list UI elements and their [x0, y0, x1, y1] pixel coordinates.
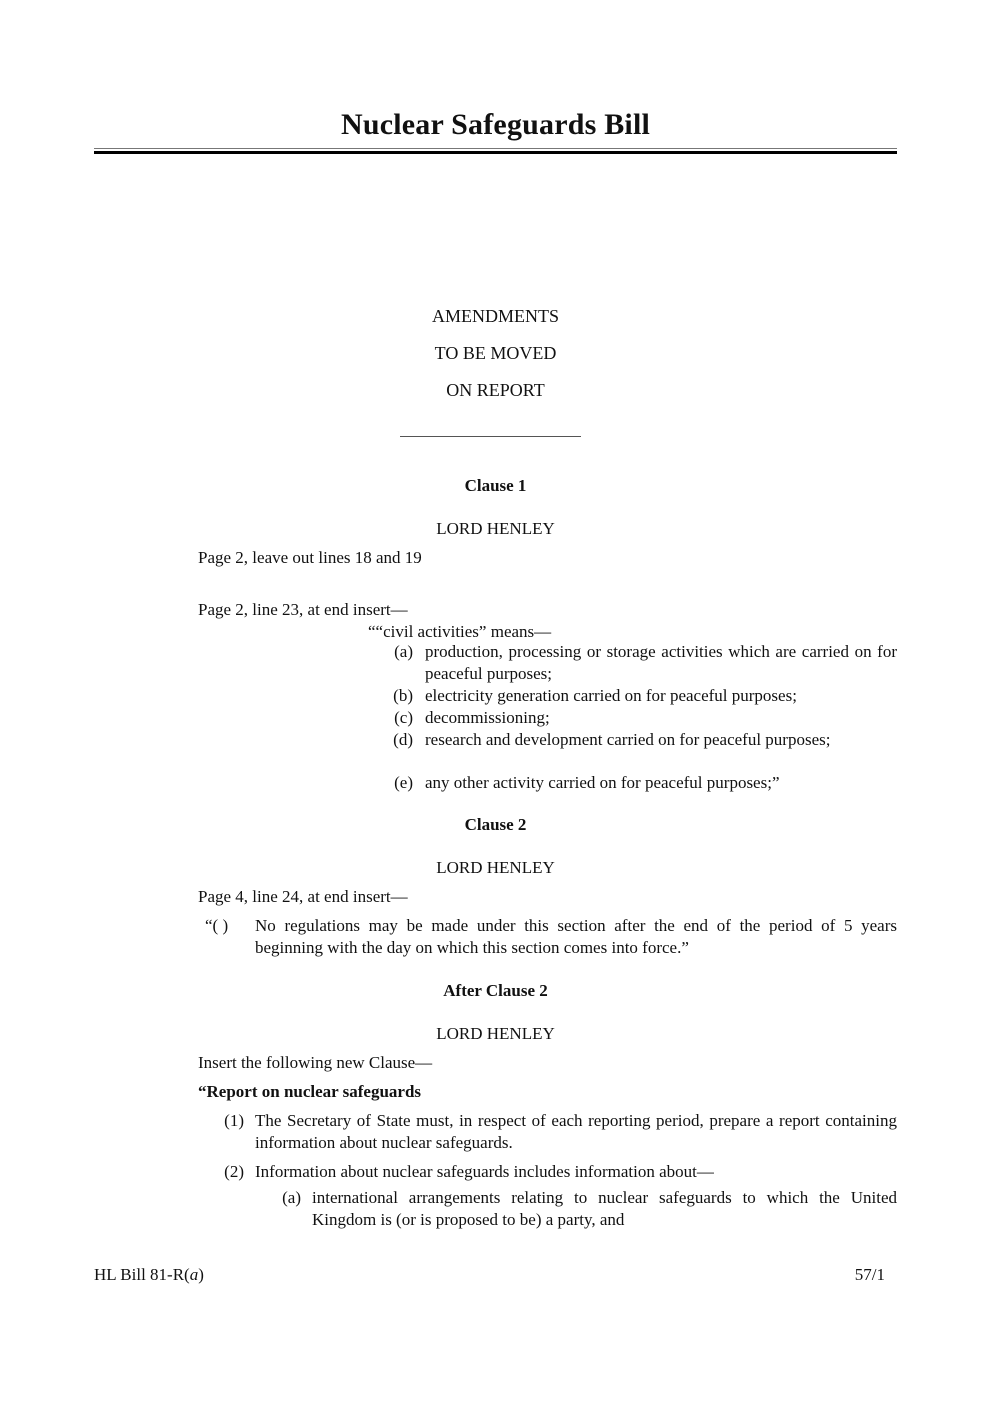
item-d-label: (d) — [393, 730, 413, 749]
item-b-label: (b) — [393, 686, 413, 705]
cover-line-on-report: ON REPORT — [446, 380, 545, 400]
title-rule-thin — [94, 148, 897, 149]
new-clause-instruction: Insert the following new Clause— — [198, 1053, 433, 1072]
bill-reference — [94, 1264, 204, 1286]
subsection-1-label: (1) — [224, 1111, 244, 1130]
clause-2-mover: LORD HENLEY — [436, 858, 555, 877]
clause-1-heading: Clause 1 — [464, 476, 527, 495]
subsection-2-text: Information about nuclear safeguards includes information about— — [255, 1162, 714, 1181]
clause-1-amendment-2: Page 2, line 23, at end insert— — [198, 600, 408, 619]
item-d-text: research and development carried on for peaceful purposes; — [425, 730, 831, 749]
clause-2-insert-text: No regulations may be made under this section after the end of the period of 5 years beginning with the day on which this section comes into force.” — [255, 916, 897, 957]
after-clause-2-mover: LORD HENLEY — [436, 1024, 555, 1043]
clause-2-amendment: Page 4, line 24, at end insert— — [198, 887, 408, 906]
title-rule-thick — [94, 151, 897, 154]
item-b-text: electricity generation carried on for peaceful purposes; — [425, 686, 797, 705]
paragraph-a-text: international arrangements relating to nuclear safeguards to which the United Kingdom is (or is proposed to be) a party, and — [312, 1188, 897, 1229]
document-title: Nuclear Safeguards Bill — [340, 108, 651, 141]
after-clause-2-heading: After Clause 2 — [443, 981, 548, 1000]
item-a-label: (a) — [394, 642, 413, 661]
clause-2-heading: Clause 2 — [464, 815, 527, 834]
subsection-1-text: The Secretary of State must, in respect of each reporting period, prepare a report containing information about nuclear safeguards. — [255, 1111, 897, 1152]
clause-1-mover: LORD HENLEY — [436, 519, 555, 538]
item-c-label: (c) — [394, 708, 413, 727]
item-a-text: production, processing or storage activities which are carried on for peaceful purposes; — [425, 642, 897, 683]
cover-line-to-be-moved: TO BE MOVED — [434, 343, 557, 363]
page-reference: 57/1 — [854, 1265, 885, 1284]
new-clause-title: “Report on nuclear safeguards — [198, 1082, 422, 1101]
item-c-text: decommissioning; — [425, 708, 550, 727]
clause-2-insert-label: “( ) — [205, 916, 229, 935]
item-e-label: (e) — [394, 773, 413, 792]
paragraph-a-label: (a) — [282, 1188, 301, 1207]
definition-intro: ““civil activities” means— — [368, 622, 552, 641]
clause-1-amendment-1: Page 2, leave out lines 18 and 19 — [198, 548, 422, 567]
cover-line-amendments: AMENDMENTS — [431, 306, 559, 326]
bill-ref-prefix: HL Bill 81-R( — [94, 1265, 190, 1284]
bill-ref-italic: a — [189, 1265, 199, 1284]
subsection-2-label: (2) — [224, 1162, 244, 1181]
bill-ref-suffix: ) — [198, 1265, 204, 1284]
section-divider — [400, 436, 581, 437]
item-e-text: any other activity carried on for peaceful purposes;” — [425, 773, 780, 792]
